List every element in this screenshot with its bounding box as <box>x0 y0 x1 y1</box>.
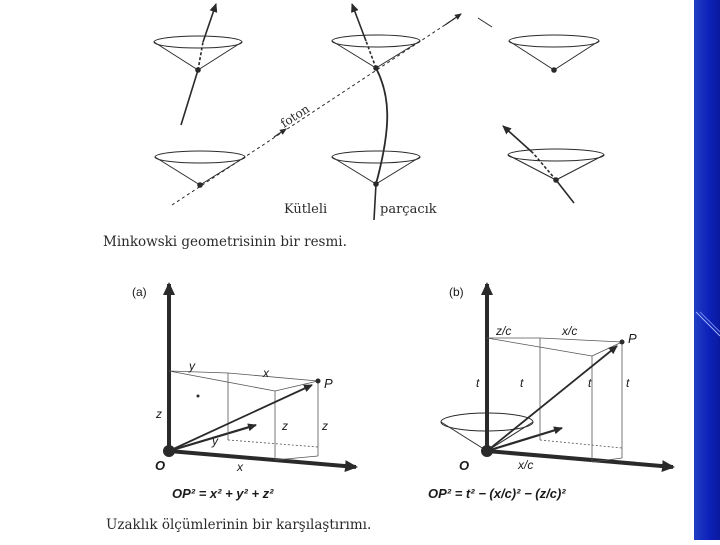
light-cone <box>332 4 420 70</box>
label-x-top: x <box>263 366 269 380</box>
panel-b-tag: (b) <box>449 285 464 299</box>
label-y-top: y <box>189 359 195 373</box>
origin-b: O <box>459 458 470 473</box>
photon-arrow-head <box>445 14 461 25</box>
label-t3: t <box>588 376 592 390</box>
formula-b: OP² = t² − (x/c)² − (z/c)² <box>428 486 566 501</box>
formula-a: OP² = x² + y² + z² <box>172 486 274 501</box>
label-x-axis: x <box>237 460 243 474</box>
label-zc-top: z/c <box>496 324 512 338</box>
origin-a: O <box>155 458 166 473</box>
light-cone <box>509 35 599 72</box>
axis-z <box>487 428 562 451</box>
axis-x <box>487 451 673 467</box>
photon-tick <box>478 18 492 27</box>
top-caption: Minkowski geometrisinin bir resmi. <box>103 234 347 250</box>
label-t4: t <box>626 376 630 390</box>
photon-arrow-mid <box>274 129 286 137</box>
light-cone <box>155 151 245 187</box>
label-z-side1: z <box>282 419 288 433</box>
point-a: P <box>324 376 333 391</box>
label-y-axis: y <box>212 434 218 448</box>
coordinate-box <box>169 371 318 460</box>
label-z-axis: z <box>156 407 162 421</box>
panel-a-tag: (a) <box>132 285 147 299</box>
side-bar-accent <box>694 0 720 540</box>
slide-side-bar <box>694 0 720 540</box>
worldline-dashed <box>198 42 203 70</box>
vector-op <box>487 346 617 451</box>
worldline <box>181 70 198 125</box>
label-t1: t <box>476 376 480 390</box>
light-cones-diagram <box>154 4 604 220</box>
light-cone <box>503 126 604 203</box>
label-z-side2: z <box>322 419 328 433</box>
massive-label: Kütleli <box>284 202 328 217</box>
point-b: P <box>628 331 637 346</box>
light-cone <box>154 4 242 125</box>
coordinate-box <box>487 338 622 462</box>
bottom-caption: Uzaklık ölçümlerinin bir karşılaştırımı. <box>106 517 372 533</box>
particle-worldline <box>376 68 387 184</box>
label-xc-top: x/c <box>562 324 578 338</box>
label-xc-bottom: x/c <box>518 458 534 472</box>
label-t2: t <box>520 376 524 390</box>
photon-label: foton <box>278 101 313 131</box>
particle-label: parçacık <box>380 202 437 217</box>
axis-x <box>169 451 356 467</box>
